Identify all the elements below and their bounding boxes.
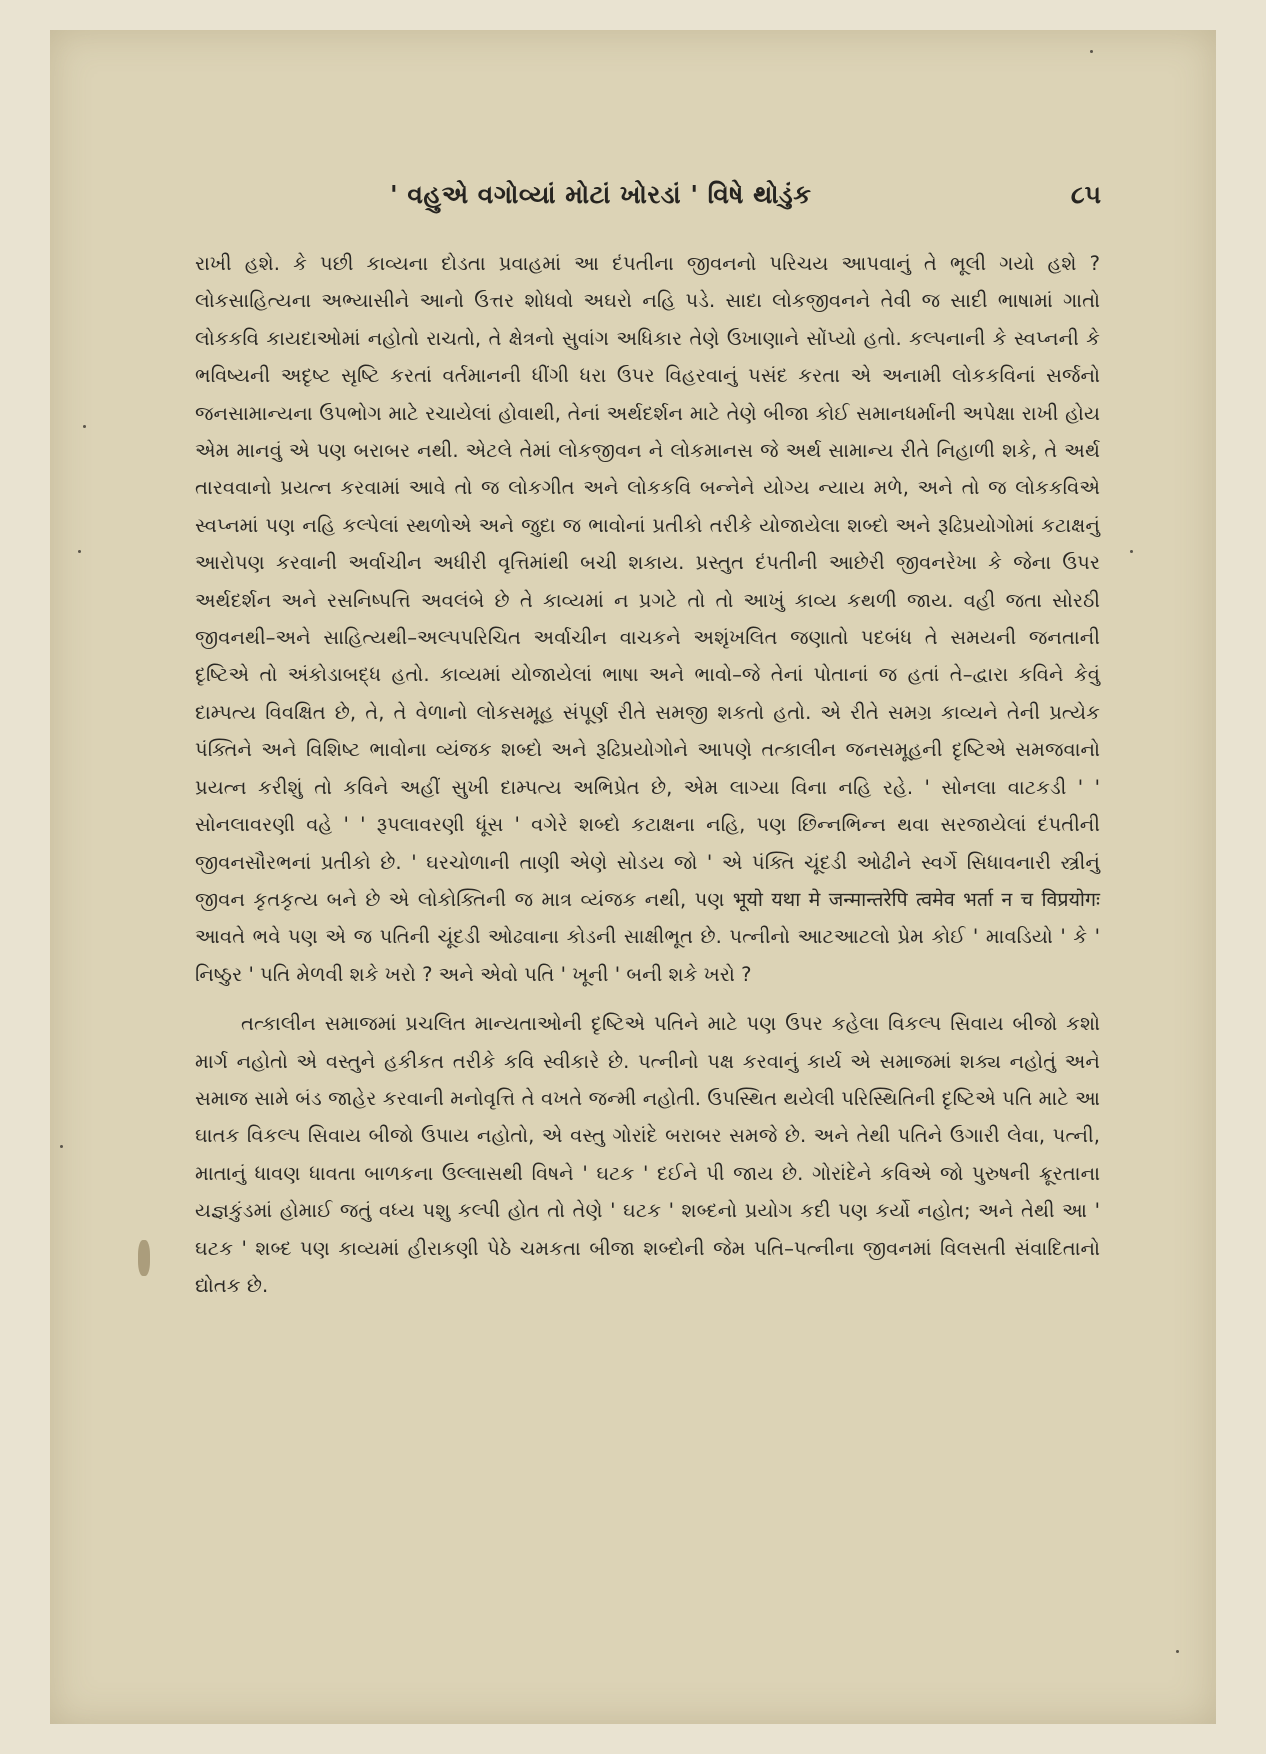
paper-stain bbox=[138, 1240, 150, 1276]
body-text bbox=[195, 245, 1100, 1304]
running-title: ' વહુએ વગોવ્યાં મોટાં ખોરડાં ' વિષે થોડુંક bbox=[390, 180, 812, 209]
paragraph-1: રાખી હશે. કે પછી કાવ્યના દોડતા પ્રવાહમાં આ દંપતીના જીવનનો પરિચય આપવાનું તે ભૂલી ગયો હશે ? લોકસાહિત્યના અભ્યાસીને આનો ઉત્તર શોધવો અઘરો નહિ પડે. સાદા લોકજીવનને તેવી જ સાદી ભાષામાં ગાતો લોકકવિ કાયદાઓમાં નહોતો રાચતો, તે ક્ષેત્રનો સુવાંગ અધિકાર તેણે ઉખાણાને સોંપ્યો હતો. કલ્પનાની કે સ્વપ્નની કે ભવિષ્યની અદૃષ્ટ સૃષ્ટિ કરતાં વર્તમાનની ધીંગી ધરા ઉપર વિહરવાનું પસંદ કરતા એ અનામી લોકકવિનાં સર્જનો જનસામાન્યના ઉપભોગ માટે રચાયેલાં હોવાથી, તેનાં અર્થદર્શન માટે તેણે બીજા કોઈ સમાનધર્માની અપેક્ષા રાખી હોય એમ માનવું એ પણ બરાબર નથી. એટલે તેમાં લોકજીવન ને લોકમાનસ જે અર્થ સામાન્ય રીતે નિહાળી શકે, તે અર્થ તારવવાનો પ્રયત્ન કરવામાં આવે તો જ લોકગીત અને લોકકવિ બન્નેને યોગ્ય ન્યાય મળે, અને તો જ લોકકવિએ સ્વપ્નમાં પણ નહિ કલ્પેલાં સ્થળોએ અને જુદા જ ભાવોનાં પ્રતીકો તરીકે યોજાયેલા શબ્દો અને રૂઢિપ્રયોગોમાં કટાક્ષનું આરોપણ કરવાની અર્વાચીન અધીરી વૃત્તિમાંથી બચી શકાય. પ્રસ્તુત દંપતીની આછેરી જીવનરેખા કે જેના ઉપર અર્થદર્શન અને રસનિષ્પત્તિ અવલંબે છે તે કાવ્યમાં ન પ્રગટે તો તો આખું કાવ્ય કથળી જાય. વહી જતા સોરઠી જીવનથી–અને સાહિત્યથી–અલ્પપરિચિત અર્વાચીન વાચકને અશૃંખલિત જણાતો પદબંધ તે સમયની જનતાની દૃષ્ટિએ તો અંકોડાબદ્ધ હતો. કાવ્યમાં યોજાયેલાં ભાષા અને ભાવો–જે તેનાં પોતાનાં જ હતાં તે–દ્વારા કવિને કેવું દામ્પત્ય વિવક્ષિત છે, તે, તે વેળાનો લોકસમૂહ સંપૂર્ણ રીતે સમજી શકતો હતો. એ રીતે સમગ્ર કાવ્યને તેની પ્રત્યેક પંક્તિને અને વિશિષ્ટ ભાવોના વ્યંજક શબ્દો અને રૂઢિપ્રયોગોને આપણે તત્કાલીન જનસમૂહની દૃષ્ટિએ સમજવાનો પ્રયત્ન કરીશું તો કવિને અહીં સુખી દામ્પત્ય અભિપ્રેત છે, એમ લાગ્યા વિના નહિ રહે. ' સોનલા વાટકડી ' ' સોનલાવરણી વહે ' ' રૂપલાવરણી ધૂંસ ' વગેરે શબ્દો કટાક્ષના નહિ, પણ છિન્નભિન્ન થવા સરજાયેલાં દંપતીની જીવનસૌરભનાં પ્રતીકો છે. ' ઘરચોળાની તાણી એણે સોડય જો ' એ પંક્તિ ચૂંદડી ઓઢીને સ્વર્ગે સિધાવનારી સ્ત્રીનું જીવન કૃતકૃત્ય બને છે એ લોકોક્તિની જ માત્ર વ્યંજક નથી, પણ भूयो यथा मे जन्मान्तरेपि त्वमेव भर्ता न च विप्रयोगः આવતે ભવે પણ એ જ પતિની ચૂંદડી ઓઢવાના કોડની સાક્ષીભૂત છે. પત્નીનો આટઆટલો પ્રેમ કોઈ ' માવડિયો ' કે ' નિષ્ઠુર ' પતિ મેળવી શકે ખરો ? અને એવો પતિ ' ખૂની ' બની શકે ખરો ? bbox=[195, 252, 1100, 986]
paper-speck bbox=[1090, 50, 1093, 53]
paper-speck bbox=[1176, 1650, 1179, 1653]
page-number: ૮૫ bbox=[1070, 180, 1101, 209]
paper-speck bbox=[1130, 550, 1133, 553]
paper-speck bbox=[78, 550, 81, 553]
paper-speck bbox=[60, 1145, 63, 1148]
book-page bbox=[50, 30, 1216, 1724]
page-header bbox=[50, 180, 1216, 230]
paragraph-2: તત્કાલીન સમાજમાં પ્રચલિત માન્યતાઓની દૃષ્ટિએ પતિને માટે પણ ઉપર કહેલા વિકલ્પ સિવાય બીજો કશો માર્ગ નહોતો એ વસ્તુને હકીકત તરીકે કવિ સ્વીકારે છે. પત્નીનો પક્ષ કરવાનું કાર્ય એ સમાજમાં શક્ય નહોતું અને સમાજ સામે બંડ જાહેર કરવાની મનોવૃત્તિ તે વખતે જન્મી નહોતી. ઉપસ્થિત થયેલી પરિસ્થિતિની દૃષ્ટિએ પતિ માટે આ ઘાતક વિકલ્પ સિવાય બીજો ઉપાય નહોતો, એ વસ્તુ ગોરાંદે બરાબર સમજે છે. અને તેથી પતિને ઉગારી લેવા, પત્ની, માતાનું ધાવણ ધાવતા બાળકના ઉલ્લાસથી વિષને ' ઘટક ' દઈને પી જાય છે. ગોરાંદેને કવિએ જો પુરુષની ક્રૂરતાના યજ્ઞકુંડમાં હોમાઈ જતું વધ્ય પશુ કલ્પી હોત તો તેણે ' ઘટક ' શબ્દનો પ્રયોગ કદી પણ કર્યો નહોત; અને તેથી આ ' ઘટક ' શબ્દ પણ કાવ્યમાં હીરાકણી પેઠે ચમકતા બીજા શબ્દોની જેમ પતિ–પત્નીના જીવનમાં વિલસતી સંવાદિતાનો દ્યોતક છે. bbox=[195, 1012, 1100, 1297]
paper-speck bbox=[83, 425, 86, 428]
